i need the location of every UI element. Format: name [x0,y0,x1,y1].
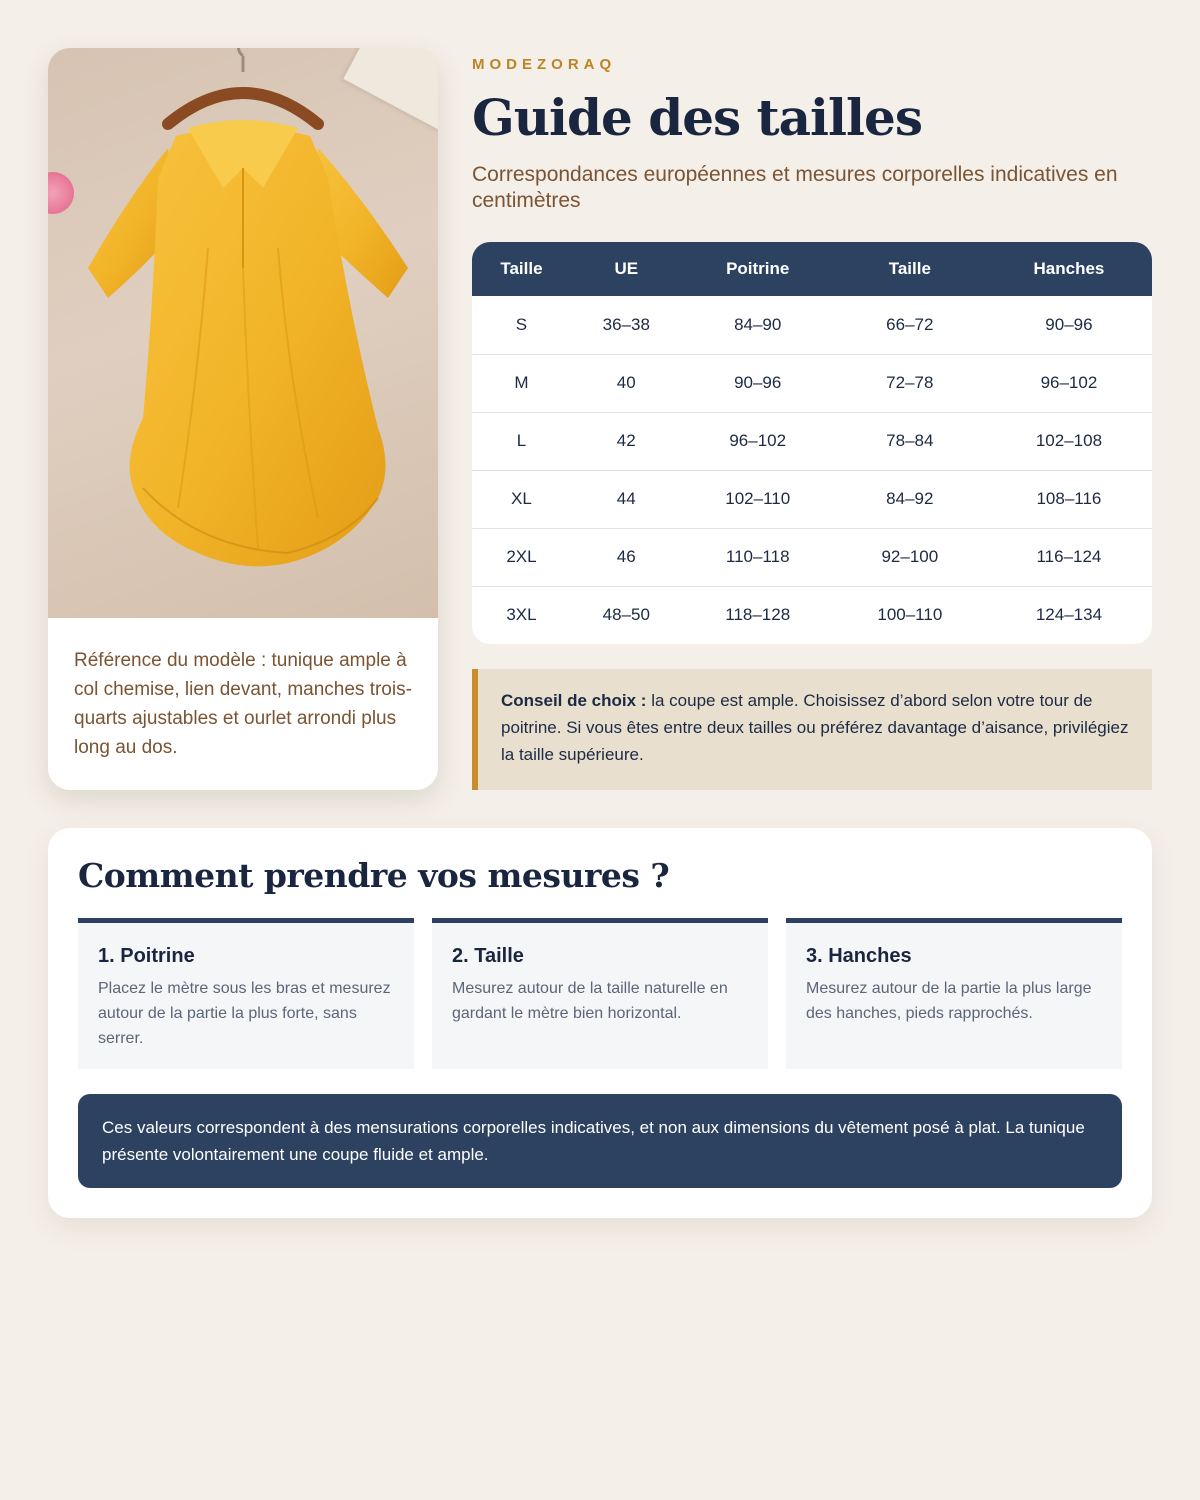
table-cell: 2XL [506,547,537,566]
step-title: 2. Taille [452,945,524,967]
table-cell: 48–50 [602,605,650,625]
step-text: Mesurez autour de la taille naturelle en gardant le mètre bien horizontal. [452,980,728,1022]
measure-instructions-card [48,828,1152,1218]
table-cell: 108–116 [1036,489,1102,508]
table-cell: 44 [616,489,636,508]
tunic-illustration [48,48,438,618]
brand-label: MODEZORAQ [472,56,617,73]
table-cell: 72–78 [886,373,934,392]
step-card-waist [432,918,768,1069]
table-cell: M [514,373,529,392]
table-cell: 90–96 [1045,314,1093,334]
table-cell: 102–110 [725,489,791,508]
table-row [472,470,1152,528]
table-cell: 84–90 [734,314,782,334]
step-title: 3. Hanches [806,945,912,967]
step-card-hips [786,918,1122,1069]
size-table [472,242,1152,644]
table-cell: 40 [616,373,636,392]
table-cell: 42 [616,431,636,450]
table-row [472,412,1152,470]
product-reference-text: Référence du modèle : tunique ample à col chemise, lien devant, manches trois-quarts ajustables et ourlet arrondi plus long au dos. [74,650,412,758]
table-cell: L [516,431,527,450]
table-cell: 90–96 [734,373,782,392]
table-cell: 102–108 [1035,431,1103,450]
table-cell: S [515,314,528,334]
table-row [472,528,1152,586]
table-cell: 96–102 [729,431,787,450]
table-row [472,354,1152,412]
measure-section-title: Comment prendre vos mesures ? [78,856,670,895]
table-cell: 124–134 [1035,605,1103,625]
column-header: Taille [500,259,543,278]
step-text: Mesurez autour de la partie la plus large des hanches, pieds rapprochés. [806,980,1092,1022]
product-photo [48,48,438,618]
table-cell: 78–84 [886,431,934,450]
step-card-chest [78,918,414,1069]
size-table-card [472,242,1152,644]
table-cell: 36–38 [602,314,650,334]
table-cell: 46 [616,547,636,566]
table-header-row [472,242,1152,296]
measurement-note: Ces valeurs correspondent à des mensurations corporelles indicatives, et non aux dimensions du vêtement posé à plat. La tunique présente volontairement une coupe fluide et ample. [78,1094,1122,1188]
table-cell: 110–118 [725,547,790,566]
step-text: Placez le mètre sous les bras et mesurez autour de la partie la plus forte, sans serrer. [98,980,391,1047]
column-header: Taille [888,259,931,278]
column-header: Poitrine [726,259,790,278]
page-subtitle: Correspondances européennes et mesures corporelles indicatives en centimètres [472,163,1118,212]
table-cell: 84–92 [886,489,934,508]
sizing-tip-label: Conseil de choix : [501,691,647,710]
page-title: Guide des tailles [472,88,922,147]
table-cell: 92–100 [881,547,939,566]
table-cell: 118–128 [725,605,791,625]
product-card [48,48,438,790]
table-cell: 96–102 [1040,373,1098,392]
table-cell: 100–110 [877,605,943,625]
column-header: UE [614,259,639,278]
table-cell: XL [511,489,532,508]
table-row [472,586,1152,644]
sizing-tip-text: la coupe est ample. Choisissez d’abord selon votre tour de poitrine. Si vous êtes entre deux tailles ou préférez davantage d’aisance, privilégiez la taille supérieure. [501,691,1129,764]
sizing-tip-box [472,669,1152,790]
table-cell: 3XL [506,605,537,625]
table-row [472,296,1152,354]
column-header: Hanches [1033,259,1105,278]
table-cell: 116–124 [1036,547,1102,566]
step-title: 1. Poitrine [98,945,195,967]
table-cell: 66–72 [886,314,934,334]
